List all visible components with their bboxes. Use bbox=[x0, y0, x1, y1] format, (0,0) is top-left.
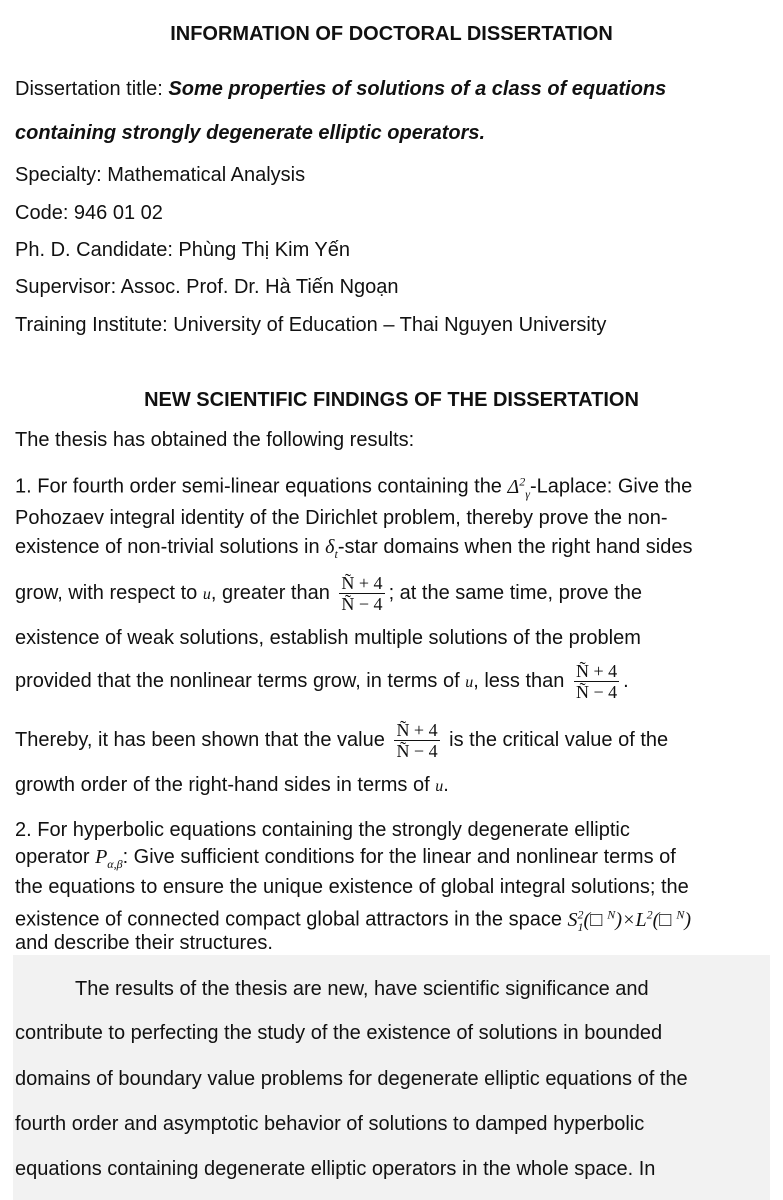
item1-text: , greater than bbox=[210, 582, 330, 604]
critical-fraction bbox=[574, 661, 619, 702]
item1-text: is the critical value of the bbox=[449, 729, 669, 751]
space-sub: 1 bbox=[577, 919, 584, 934]
findings-intro: The thesis has obtained the following results: bbox=[15, 429, 415, 451]
item1-text: -star domains when the right hand sides bbox=[337, 536, 693, 558]
code: Code: 946 01 02 bbox=[15, 202, 163, 224]
item1-text: Thereby, it has been shown that the value bbox=[15, 729, 385, 751]
item2-text: existence of connected compact global attractors in the space bbox=[15, 908, 562, 931]
space-part: )×L bbox=[615, 908, 647, 931]
fraction-numerator: Ñ + 4 bbox=[396, 720, 438, 741]
document-title: INFORMATION OF DOCTORAL DISSERTATION bbox=[170, 23, 613, 45]
dissertation-title-part-2: containing strongly degenerate elliptic operators. bbox=[15, 122, 486, 144]
laplace-sub: γ bbox=[525, 486, 530, 501]
variable-u: u bbox=[435, 778, 444, 795]
critical-fraction bbox=[394, 720, 439, 761]
delta-t-symbol bbox=[325, 536, 338, 561]
operator-letter: P bbox=[95, 846, 108, 868]
item1-text: ; at the same time, prove the bbox=[388, 582, 643, 604]
item1-text: existence of non-trivial solutions in bbox=[15, 536, 320, 558]
item1-text: . bbox=[623, 670, 629, 692]
function-space bbox=[567, 907, 692, 934]
item1-text: . bbox=[443, 774, 449, 796]
critical-fraction bbox=[339, 573, 384, 614]
delta-symbol: δ bbox=[325, 536, 335, 558]
dissertation-label: Dissertation title: bbox=[15, 78, 169, 100]
laplace-symbol bbox=[507, 474, 530, 501]
dissertation-title-part-1: Some properties of solutions of a class of equations bbox=[168, 78, 667, 100]
space-part: (□ bbox=[652, 908, 677, 931]
space-part: (□ bbox=[583, 908, 608, 931]
item2-line-5: and describe their structures. bbox=[15, 932, 273, 954]
item2-line-2 bbox=[15, 845, 676, 876]
conclusion-line-5: equations containing degenerate elliptic operators in the whole space. In bbox=[15, 1158, 656, 1180]
findings-heading: NEW SCIENTIFIC FINDINGS OF THE DISSERTATION bbox=[144, 389, 639, 411]
space-dim: N bbox=[607, 907, 616, 921]
training-institute: Training Institute: University of Education – Thai Nguyen University bbox=[15, 314, 607, 336]
item1-line-6 bbox=[15, 659, 629, 705]
supervisor: Supervisor: Assoc. Prof. Dr. Hà Tiến Ngoạn bbox=[15, 276, 399, 298]
fraction-denominator: Ñ − 4 bbox=[575, 682, 618, 703]
fraction-denominator: Ñ − 4 bbox=[341, 594, 383, 615]
item1-text: grow, with respect to bbox=[15, 582, 198, 604]
item2-text: operator bbox=[15, 846, 90, 868]
conclusion-line-2: contribute to perfecting the study of the existence of solutions in bounded bbox=[15, 1022, 663, 1044]
laplace-sup: 2 bbox=[519, 474, 526, 488]
item1-line-4 bbox=[15, 571, 642, 617]
item1-text: provided that the nonlinear terms grow, in terms of bbox=[15, 670, 460, 692]
fraction-numerator: Ñ + 4 bbox=[575, 661, 618, 682]
space-sup: 2 bbox=[646, 907, 653, 921]
item1-text: -Laplace: Give the bbox=[529, 475, 693, 498]
variable-u: u bbox=[202, 586, 211, 603]
item2-text: : Give sufficient conditions for the linear and nonlinear terms of bbox=[122, 846, 676, 868]
conclusion-line-4: fourth order and asymptotic behavior of solutions to damped hyperbolic bbox=[15, 1113, 645, 1135]
space-letter: S bbox=[567, 908, 578, 931]
item1-text: , less than bbox=[473, 670, 565, 692]
item2-line-3: the equations to ensure the unique existence of global integral solutions; the bbox=[15, 876, 689, 898]
space-part: ) bbox=[684, 908, 692, 931]
space-dim: N bbox=[676, 907, 685, 921]
delta-symbol: Δ bbox=[507, 475, 520, 498]
item1-line-8 bbox=[15, 773, 449, 799]
operator-p bbox=[95, 846, 123, 871]
variable-u: u bbox=[465, 674, 474, 691]
conclusion-line-3: domains of boundary value problems for degenerate elliptic equations of the bbox=[15, 1068, 688, 1090]
item1-line-1 bbox=[15, 469, 692, 506]
item2-line-1: 2. For hyperbolic equations containing the strongly degenerate elliptic bbox=[15, 819, 630, 841]
candidate: Ph. D. Candidate: Phùng Thị Kim Yến bbox=[15, 239, 351, 261]
item1-line-7 bbox=[15, 718, 668, 762]
item1-line-2: Pohozaev integral identity of the Dirichlet problem, thereby prove the non- bbox=[15, 507, 668, 529]
conclusion-line-1: The results of the thesis are new, have scientific significance and bbox=[75, 978, 649, 1000]
item1-line-5: existence of weak solutions, establish multiple solutions of the problem bbox=[15, 627, 641, 649]
space-sup: 2 bbox=[577, 907, 584, 921]
delta-sub: t bbox=[334, 547, 338, 561]
operator-sub: α,β bbox=[107, 857, 123, 871]
item1-text: 1. For fourth order semi-linear equations containing the bbox=[15, 475, 502, 498]
specialty: Specialty: Mathematical Analysis bbox=[15, 164, 306, 186]
item1-text: growth order of the right-hand sides in terms of bbox=[15, 774, 430, 796]
fraction-numerator: Ñ + 4 bbox=[341, 573, 383, 594]
item1-line-3 bbox=[15, 535, 692, 566]
dissertation-title-line-1 bbox=[15, 77, 666, 101]
fraction-denominator: Ñ − 4 bbox=[396, 741, 438, 762]
